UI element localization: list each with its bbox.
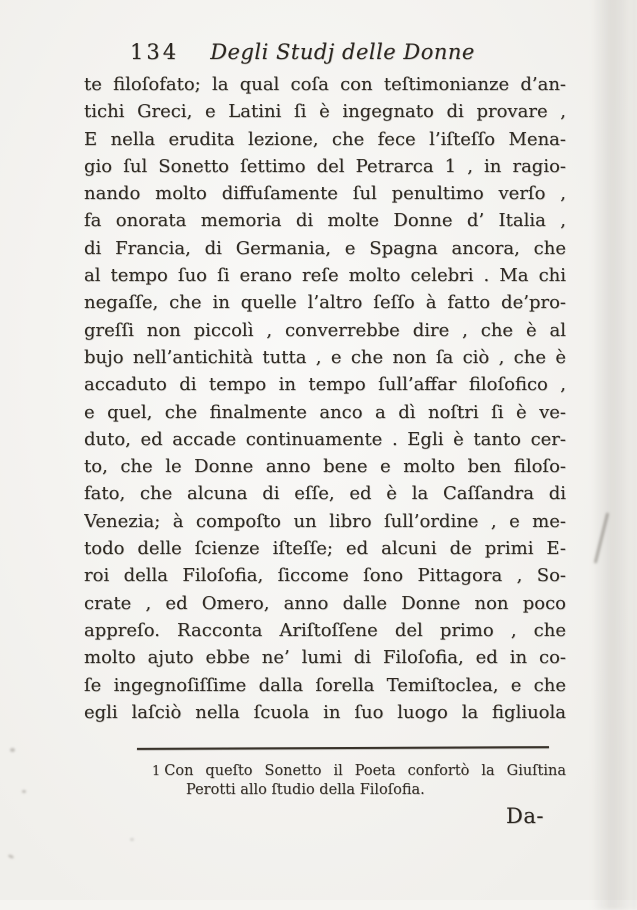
page-edge-shadow (591, 0, 637, 910)
text-line: egli laſciò nella ſcuola in ſuo luogo la figliuola (84, 701, 566, 723)
text-line: fa onorata memoria di molte Donne d’ Italia , (84, 210, 566, 232)
text-line: todo delle ſcienze iſteſſe; ed alcuni de primi E- (84, 538, 566, 560)
catchword: Da- (506, 804, 544, 828)
text-line: E nella erudita lezione, che fece l’iſteſſo Mena- (84, 128, 566, 150)
text-line: e quel, che finalmente anco a dì noſtri ſi è ve- (84, 401, 566, 423)
page-number: 134 (130, 40, 180, 64)
text-line: greſſi non piccolì , converrebbe dire , che è al (84, 319, 566, 341)
footnote-line (152, 762, 566, 781)
body-text (84, 71, 566, 726)
text-line: appreſo. Racconta Ariſtoſſene del primo , che (84, 619, 566, 641)
footnote-text: Con queſto Sonetto il Poeta confortò la Giuſtina (164, 763, 566, 779)
text-line: negaſſe, che in quelle l’altro ſeſſo à fatto de’pro- (84, 292, 566, 314)
text-line: fato, che alcuna di eſſe, ed è la Caſſandra di (84, 483, 566, 505)
text-line: tichi Greci, e Latini ſi è ingegnato di provare , (84, 101, 566, 123)
text-line: Venezia; à compoſto un libro ſull’ordine , e me- (84, 510, 566, 532)
footnote-line: Perotti allo ſtudio della Filoſofia. (186, 782, 425, 798)
text-line: gio ſul Sonetto ſettimo del Petrarca 1 , in ragio- (84, 155, 566, 177)
text-line: roi della Filoſofia, ſiccome ſono Pittagora , So- (84, 565, 566, 587)
scan-speckle (10, 748, 15, 752)
footnote-marker: 1 (152, 764, 161, 779)
text-line: al tempo ſuo ſi erano reſe molto celebri . Ma chi (84, 265, 566, 287)
scan-speckle (8, 854, 15, 859)
scan-speckle (22, 790, 26, 793)
text-line: molto ajuto ebbe ne’ lumi di Filoſofia, ed in co- (84, 647, 566, 669)
scan-speckle (130, 838, 134, 841)
text-line: di Francia, di Germania, e Spagna ancora, che (84, 237, 566, 259)
text-line: nando molto diffuſamente ſul penultimo verſo , (84, 183, 566, 205)
text-line: accaduto di tempo in tempo ſull’affar filoſofico , (84, 374, 566, 396)
text-line: te filoſofato; la qual coſa con teſtimonianze d’an- (84, 74, 566, 95)
text-line: duto, ed accade continuamente . Egli è tanto cer- (84, 428, 566, 450)
text-line: crate , ed Omero, anno dalle Donne non poco (84, 592, 566, 614)
text-line: to, che le Donne anno bene e molto ben filoſo- (84, 456, 566, 478)
text-line: ſe ingegnoſiſſime dalla ſorella Temiſtoclea, e che (84, 674, 566, 696)
page-header (84, 40, 566, 64)
footnote (152, 762, 566, 800)
running-title: Degli Studj delle Donne (210, 40, 475, 64)
text-line: bujo nell’antichità tutta , e che non ſa ciò , che è (84, 346, 566, 368)
footnote-rule (137, 746, 549, 750)
